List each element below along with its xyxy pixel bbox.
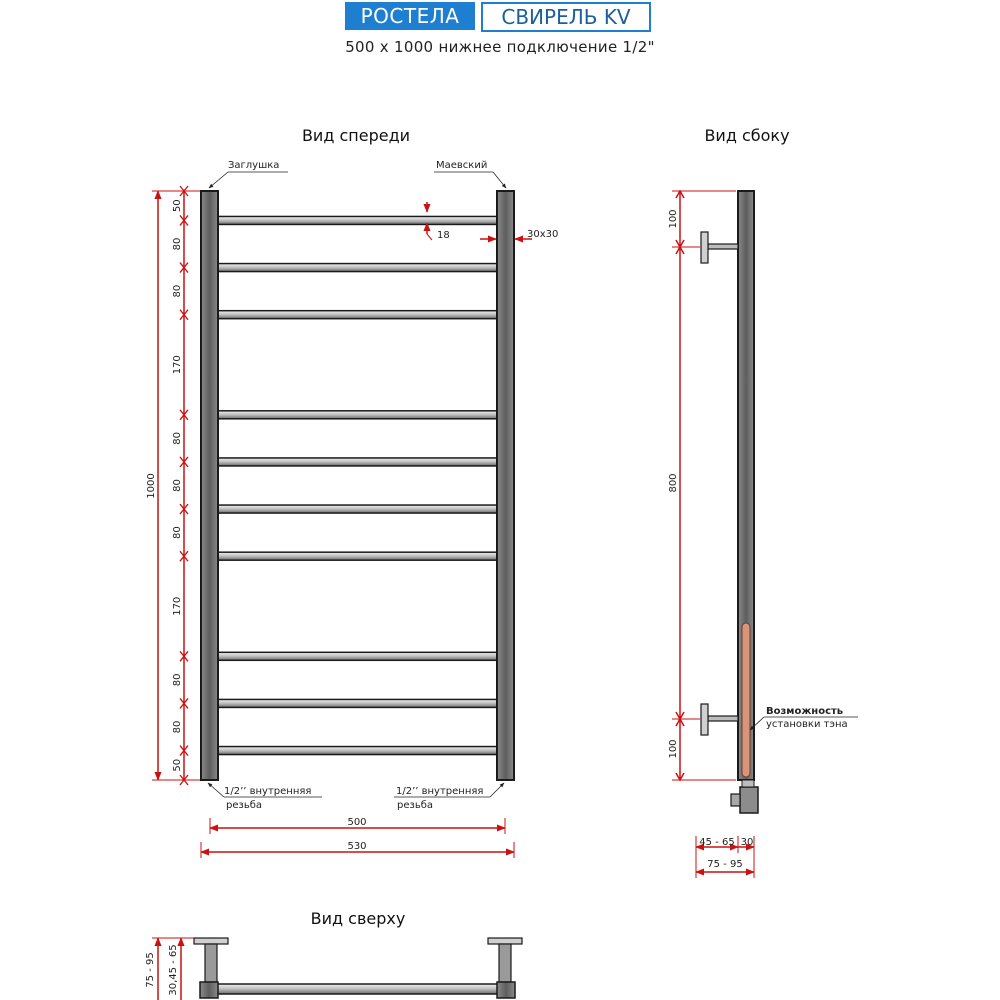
plug-leader <box>209 172 228 188</box>
crossbar <box>218 216 497 224</box>
top-depth-label: 75 - 95 <box>145 952 156 988</box>
top-view-title: Вид сверху <box>310 909 406 928</box>
segment-label: 80 <box>172 673 183 687</box>
thread-right-label-1: 1/2’’ внутренняя <box>396 786 484 797</box>
top-bracket-arm <box>708 244 738 249</box>
segment-label: 80 <box>172 479 183 492</box>
segment-label: 170 <box>172 355 183 375</box>
top-right-rail <box>497 982 515 998</box>
mount-spacing-label: 800 <box>668 473 679 493</box>
crossbar <box>218 552 497 560</box>
heater-label-1: Возможность <box>766 706 844 717</box>
top-bracket-flange <box>701 232 708 263</box>
segment-label: 80 <box>172 432 183 445</box>
product-subtitle: 500 x 1000 нижнее подключение 1/2" <box>345 38 655 56</box>
crossbar <box>218 699 497 707</box>
profile-label: 30x30 <box>527 229 559 240</box>
segment-label: 80 <box>172 284 183 298</box>
segment-label: 50 <box>172 199 183 213</box>
outer-width-label: 530 <box>347 841 367 852</box>
top-right-flange <box>488 938 522 944</box>
mayevsky-label: Маевский <box>436 160 488 171</box>
mayevsky-leader <box>493 172 506 188</box>
side-view <box>668 191 858 878</box>
plug-label: Заглушка <box>228 160 280 171</box>
bottom-bracket-arm <box>708 716 738 721</box>
heater-connector <box>740 787 758 813</box>
model-name: СВИРЕЛЬ KV <box>481 2 651 32</box>
crossbar <box>218 505 497 513</box>
top-view-bar <box>214 984 506 994</box>
connector-neck <box>742 780 754 787</box>
bottom-bracket-flange <box>701 704 708 735</box>
inner-width-label: 500 <box>347 817 367 828</box>
right-vertical-rail <box>497 191 514 780</box>
top-left-arm <box>205 944 217 982</box>
segment-label: 80 <box>172 526 183 539</box>
front-view-title: Вид спереди <box>301 126 411 145</box>
side-view-title: Вид сбоку <box>704 126 790 145</box>
segment-labels <box>172 199 183 771</box>
crossbar <box>218 411 497 419</box>
bottom-offset-label: 100 <box>668 739 679 759</box>
top-offset-label: 100 <box>668 209 679 229</box>
connector-fitting <box>731 794 740 806</box>
segment-label: 80 <box>172 720 183 734</box>
top-left-flange <box>194 938 228 944</box>
total-depth-label: 75 - 95 <box>707 859 743 870</box>
thread-left-label-2: резьба <box>226 800 263 811</box>
total-height-label: 1000 <box>146 473 157 499</box>
crossbars <box>218 216 497 754</box>
bar-diameter-label: 18 <box>437 230 450 241</box>
segment-label: 170 <box>172 596 183 616</box>
thread-right-leader <box>490 783 504 797</box>
top-view <box>145 938 522 1000</box>
heater-element <box>742 623 750 777</box>
thread-right-label-2: резьба <box>397 800 434 811</box>
front-view <box>146 160 558 858</box>
crossbar <box>218 747 497 755</box>
top-left-rail <box>200 982 218 998</box>
thread-left-leader <box>208 783 224 797</box>
profile-depth-label: 30 <box>740 837 754 848</box>
crossbar <box>218 458 497 466</box>
heater-label-2: установки тэна <box>766 719 848 730</box>
segment-label: 50 <box>172 758 183 772</box>
top-segments-label: 30,45 - 65 <box>168 944 179 996</box>
thread-left-label-1: 1/2’’ внутренняя <box>224 786 312 797</box>
crossbar <box>218 652 497 660</box>
bar-dia-leader <box>427 234 432 240</box>
crossbar <box>218 311 497 319</box>
crossbar <box>218 264 497 272</box>
top-right-arm <box>499 944 511 982</box>
segment-label: 80 <box>172 237 183 251</box>
wall-distance-label: 45 - 65 <box>699 837 735 848</box>
brand-logo: РОСТЕЛА <box>345 2 475 30</box>
left-vertical-rail <box>201 191 218 780</box>
